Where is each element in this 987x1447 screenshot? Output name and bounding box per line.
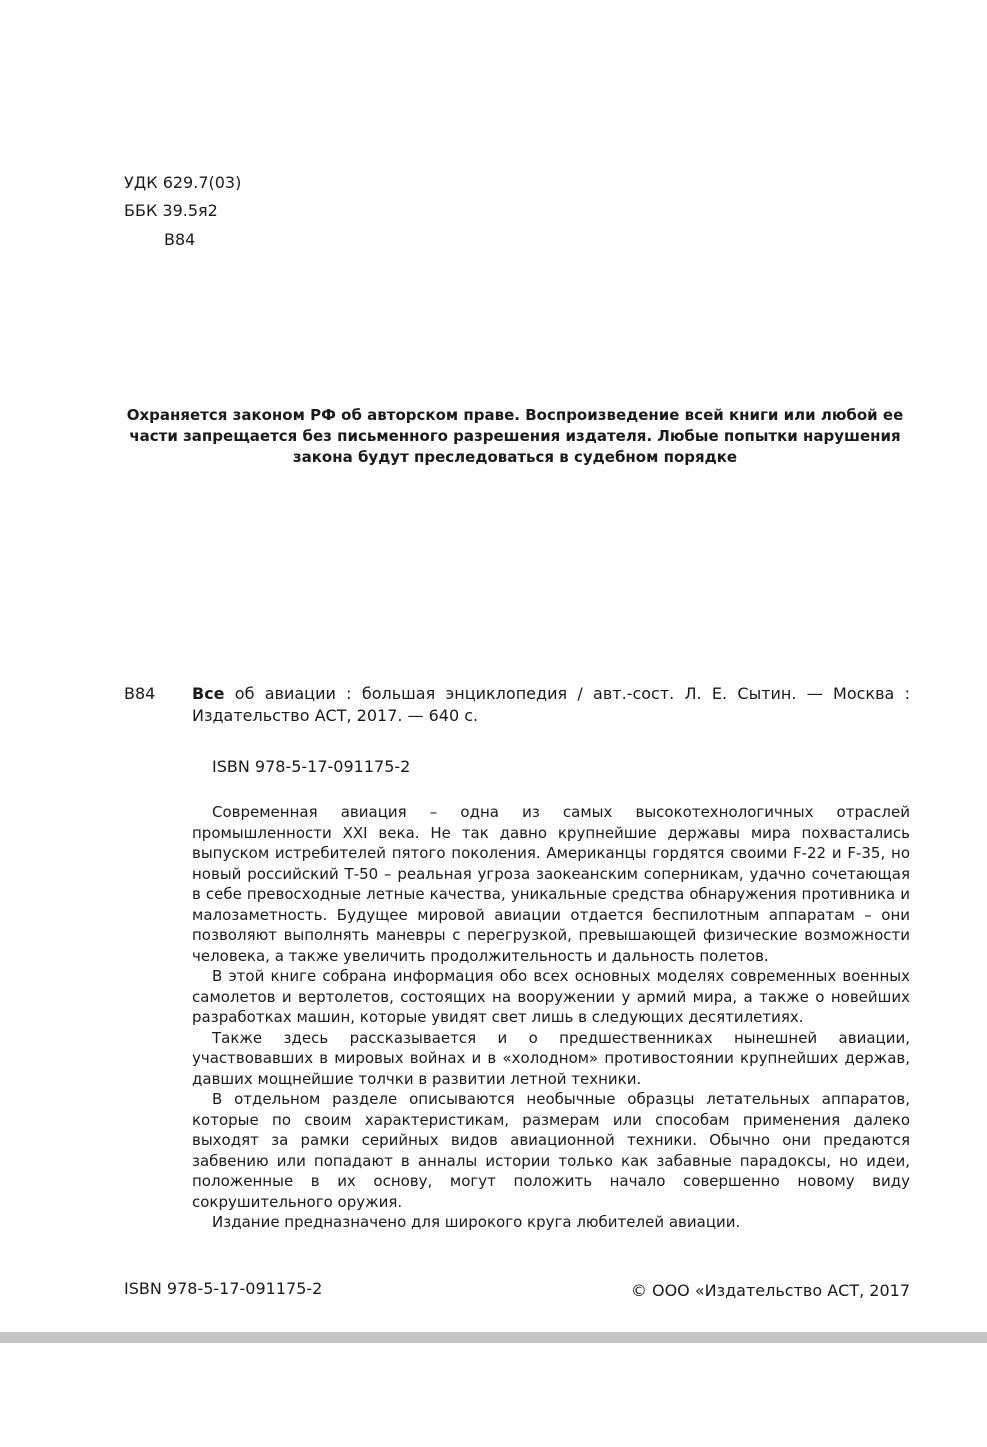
- annotation-paragraph: Современная авиация – одна из самых высокотехнологичных отраслей промышленности XXI века. Не так давно крупнейшие державы мира похвастались выпуском истребителей пятого поколения. Американцы гордятся своими F-22 и F-35, но новый российский Т-50 – реальная угроза заокеанским соперникам, удачно сочетающая в себе превосходные летные качества, уникальные средства обнаружения противника и малозаметность. Будущее мировой авиации отдается беспилотным аппаратам – они позволяют выполнять маневры с перегрузкой, превышающей физические возможности человека, а также увеличить продолжительность и дальность полетов.: [192, 803, 910, 965]
- annotation: [192, 802, 910, 1233]
- bibliographic-isbn: ISBN 978-5-17-091175-2: [212, 757, 411, 776]
- author-mark: В84: [164, 230, 196, 249]
- footer-copyright: © ООО «Издательство АСТ, 2017: [630, 1281, 910, 1300]
- bibliographic-description-text: об авиации : большая энциклопедия / авт.-сост. Л. Е. Сытин. — Москва : Издательство АСТ, 2017. — 640 с.: [192, 684, 910, 725]
- bibliographic-code: В84: [124, 684, 156, 703]
- udk-code: УДК 629.7(03): [124, 173, 242, 192]
- footer-isbn: ISBN 978-5-17-091175-2: [124, 1279, 323, 1298]
- bibliographic-description: [192, 683, 910, 727]
- annotation-paragraph: В этой книге собрана информация обо всех основных моделях современных военных самолетов и вертолетов, состоящих на вооружении у армий мира, а также о новейших разработках машин, которые увидят свет лишь в следующих десятилетиях.: [192, 967, 910, 1026]
- bbk-code: ББК 39.5я2: [124, 201, 218, 220]
- bottom-divider-bar: [0, 1332, 987, 1343]
- annotation-paragraph: Издание предназначено для широкого круга любителей авиации.: [212, 1213, 741, 1231]
- copyright-notice: Охраняется законом РФ об авторском праве. Воспроизведение всей книги или любой ее части запрещается без письменного разрешения издателя. Любые попытки нарушения закона будут преследоваться в судебном порядке: [126, 406, 904, 466]
- annotation-paragraph: В отдельном разделе описываются необычные образцы летательных аппаратов, которые по своим характеристикам, размерам или способам применения далеко выходят за рамки серийных видов авиационной техники. Обычно они предаются забвению или попадают в анналы истории только как забавные парадоксы, но идеи, положенные в их основу, могут положить начало совершенно новому виду сокрушительного оружия.: [192, 1090, 910, 1211]
- bibliographic-title-lead: Все: [192, 684, 225, 703]
- annotation-paragraph: Также здесь рассказывается и о предшественниках нынешней авиации, участвовавших в мировых войнах и в «холодном» противостоянии крупнейших держав, давших мощнейшие толчки в развитии летной техники.: [192, 1028, 910, 1088]
